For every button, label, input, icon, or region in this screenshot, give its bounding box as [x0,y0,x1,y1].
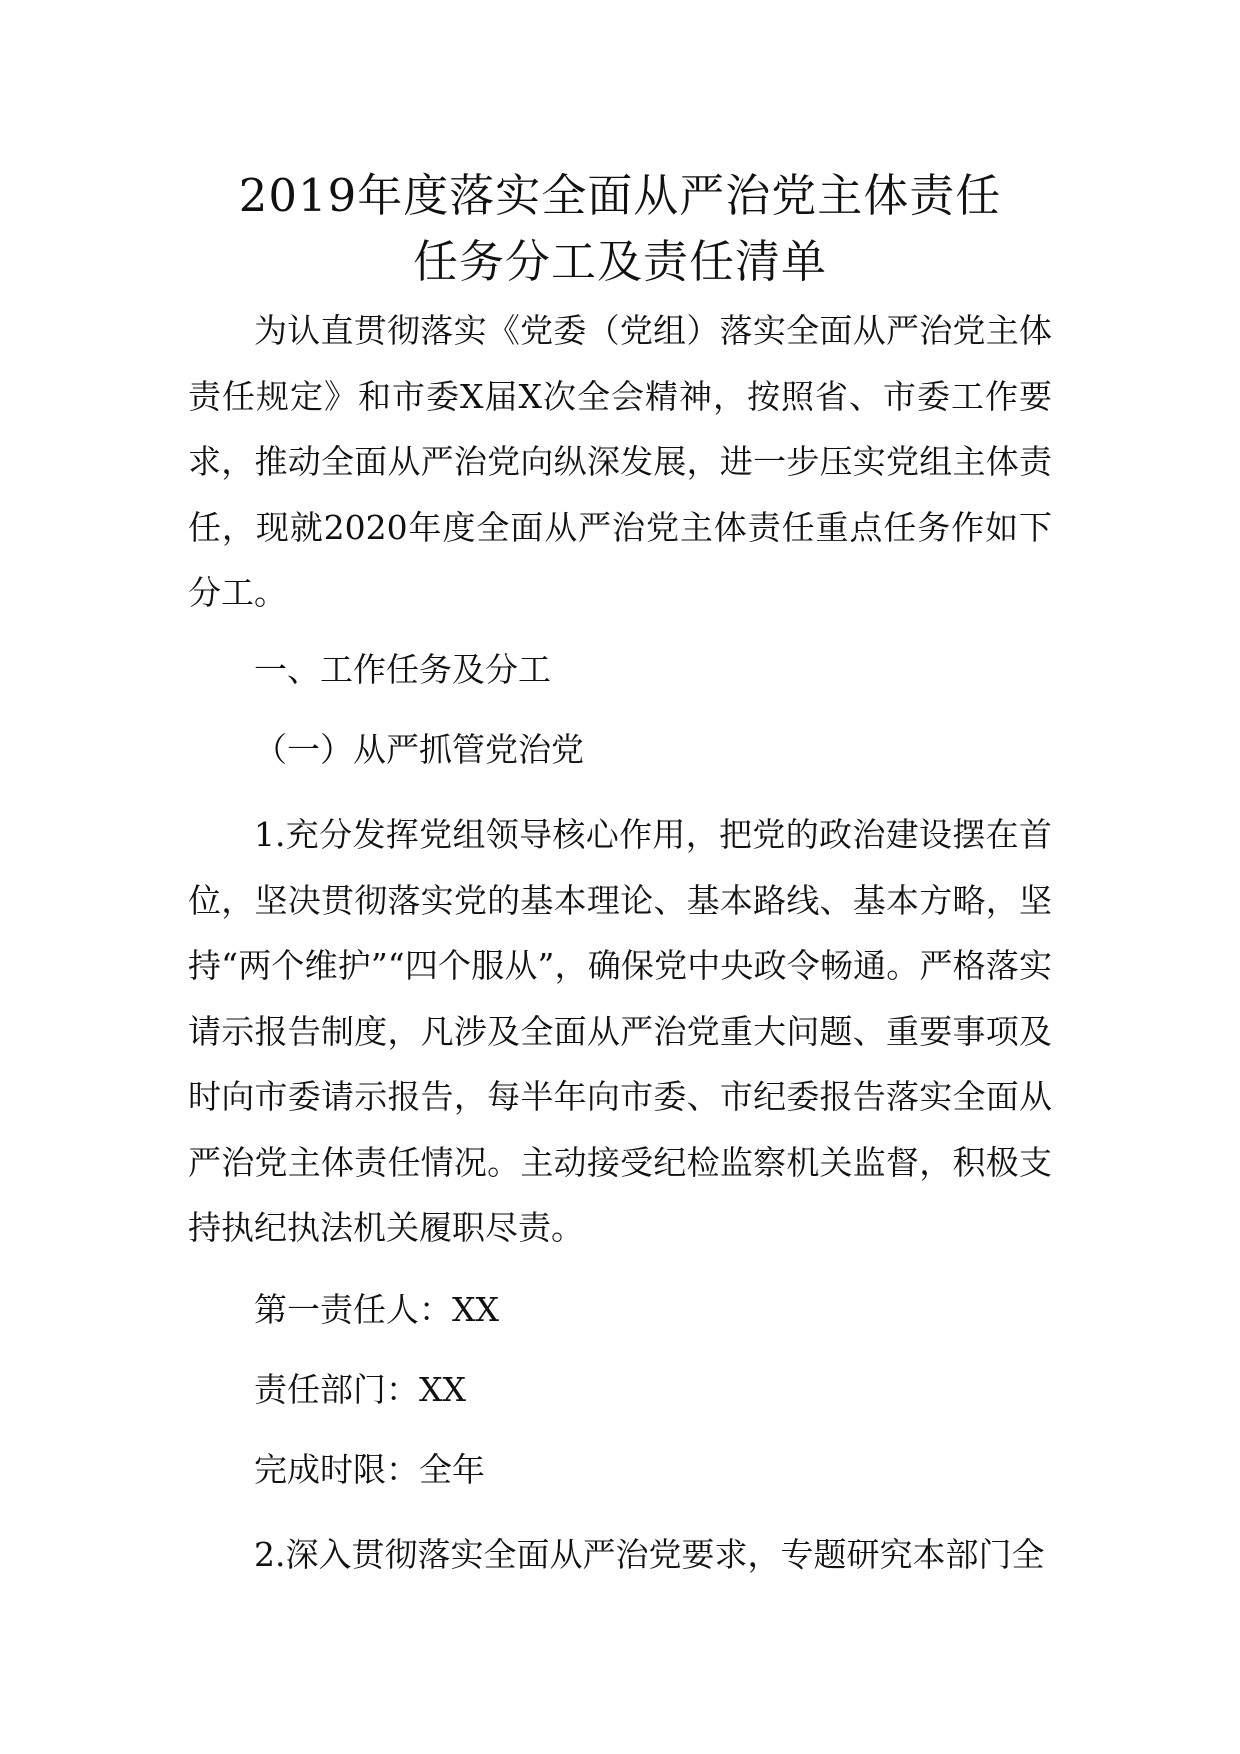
task-item-2-paragraph: 2.深入贯彻落实全面从严治党要求，专题研究本部门全 [254,1535,1045,1574]
document-title-line-1: 2019年度落实全面从严治党主体责任 [238,169,1002,222]
subsection-heading: （一）从严抓管党治党 [254,730,584,769]
first-responsible-person: 第一责任人：XX [254,1290,499,1329]
document-title-line-2: 任务分工及责任清单 [412,235,827,288]
section-heading: 一、工作任务及分工 [254,650,551,689]
responsible-department: 责任部门：XX [254,1370,466,1409]
intro-paragraph: 为认直贯彻落实《党委（党组）落实全面从严治党主体责任规定》和市委X届X次全会精神，按照省、市委工作要求，推动全面从严治党向纵深发展，进一步压实党组主体责任，现就2020年度全面从严治党主体责任重点任务作如下分工。 [188,311,1052,612]
completion-deadline: 完成时限：全年 [254,1450,485,1489]
task-item-1-paragraph: 1.充分发挥党组领导核心作用，把党的政治建设摆在首位，坚决贯彻落实党的基本理论、基本路线、基本方略，坚持“两个维护”“四个服从”，确保党中央政令畅通。严格落实请示报告制度，凡涉及全面从严治党重大问题、重要事项及时向市委请示报告，每半年向市委、市纪委报告落实全面从严治党主体责任情况。主动接受纪检监察机关监督，积极支持执纪执法机关履职尽责。 [188,815,1052,1247]
